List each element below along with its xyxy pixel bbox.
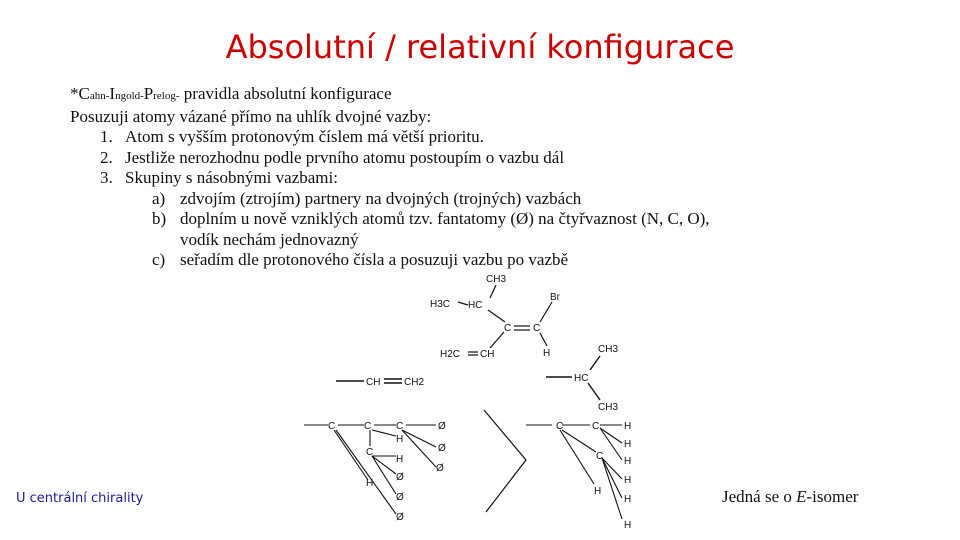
- tree-phantom-5: Ø: [396, 492, 404, 503]
- tree-phantom-6: Ø: [396, 512, 404, 523]
- cip-c: *C: [70, 84, 90, 103]
- rtree-c-2: C: [596, 451, 604, 462]
- rtree-c-root: C: [556, 421, 564, 432]
- ch3-top-label: CH3: [486, 274, 507, 285]
- tree-c-3: C: [366, 447, 374, 458]
- rule-subitem: c) seřadím dle protonového čísla a posuzuji vazbu po vazbě: [152, 250, 569, 269]
- rule-item: 1. Atom s vyšším protonovým číslem má větší prioritu.: [100, 127, 484, 146]
- main-molecule: [458, 285, 552, 355]
- rtree-h-6: H: [624, 520, 632, 531]
- rtree-h-7: H: [594, 486, 602, 497]
- cip-c-small: ahn-: [89, 90, 110, 102]
- footer-right-note: Jedná se o E-isomer: [722, 487, 859, 506]
- h2c-label: H2C: [440, 349, 461, 360]
- tree-c-2: C: [396, 421, 404, 432]
- isopropyl-ch3-a: CH3: [598, 344, 619, 355]
- rule-subitem: a) zdvojím (ztrojím) partnery na dvojných (trojných) vazbách: [152, 188, 582, 208]
- footer-left-note: U centrální chirality: [16, 491, 144, 506]
- slide-title: Absolutní / relativní konfigurace: [225, 28, 735, 66]
- rtree-c-1: C: [592, 421, 600, 432]
- c2-label: C: [533, 323, 541, 334]
- cip-p: P: [143, 84, 154, 103]
- br-label: Br: [550, 292, 560, 303]
- isopropyl-hc: HC: [574, 373, 589, 384]
- tree-h-2: H: [396, 454, 404, 465]
- cip-i-small: ngold-: [115, 90, 144, 102]
- cip-p-small: relog-: [153, 90, 180, 102]
- rules-intro: Posuzuji atomy vázané přímo na uhlík dvojné vazby:: [70, 106, 432, 126]
- rule-item: 3. Skupiny s násobnými vazbami:: [100, 168, 338, 187]
- tree-h-1: H: [396, 434, 404, 445]
- rule-subitem: b) doplním u nově vzniklých atomů tzv. fantatomy (Ø) na čtyřvaznost (N, C, O),: [152, 209, 710, 228]
- h-label: H: [543, 348, 551, 359]
- tree-phantom-2: Ø: [438, 443, 446, 454]
- cip-i: I: [109, 84, 116, 103]
- hc-label: HC: [468, 300, 483, 311]
- right-isopropyl-bonds: [546, 356, 600, 400]
- rtree-h-3: H: [624, 456, 632, 467]
- rule-subitem-continuation: vodík nechám jednovazný: [180, 229, 359, 249]
- c1-label: C: [504, 323, 512, 334]
- tree-phantom-3: Ø: [436, 463, 444, 474]
- vinyl-ch-label: CH: [366, 377, 381, 388]
- rtree-h-1: H: [624, 421, 632, 432]
- rule-item: 2. Jestliže nerozhodnu podle prvního atomu postoupím o vazbu dál: [100, 147, 565, 167]
- vinyl-ch2-label: CH2: [404, 377, 425, 388]
- tree-phantom-1: Ø: [438, 421, 446, 432]
- right-tree-bonds: [526, 425, 622, 519]
- tree-phantom-4: Ø: [396, 472, 404, 483]
- tree-h-3: H: [366, 478, 374, 489]
- tree-c-root: C: [328, 421, 336, 432]
- rtree-h-4: H: [624, 475, 632, 486]
- rtree-h-5: H: [624, 494, 632, 505]
- rtree-h-2: H: [624, 439, 632, 450]
- cip-rest: pravidla absolutní konfigurace: [179, 84, 392, 103]
- left-tree-bonds: [304, 425, 436, 514]
- tree-c-1: C: [364, 421, 372, 432]
- isopropyl-ch3-b: CH3: [598, 402, 619, 413]
- greater-than-symbol: [484, 410, 526, 512]
- h3c-label: H3C: [430, 299, 451, 310]
- ch-label: CH: [480, 349, 495, 360]
